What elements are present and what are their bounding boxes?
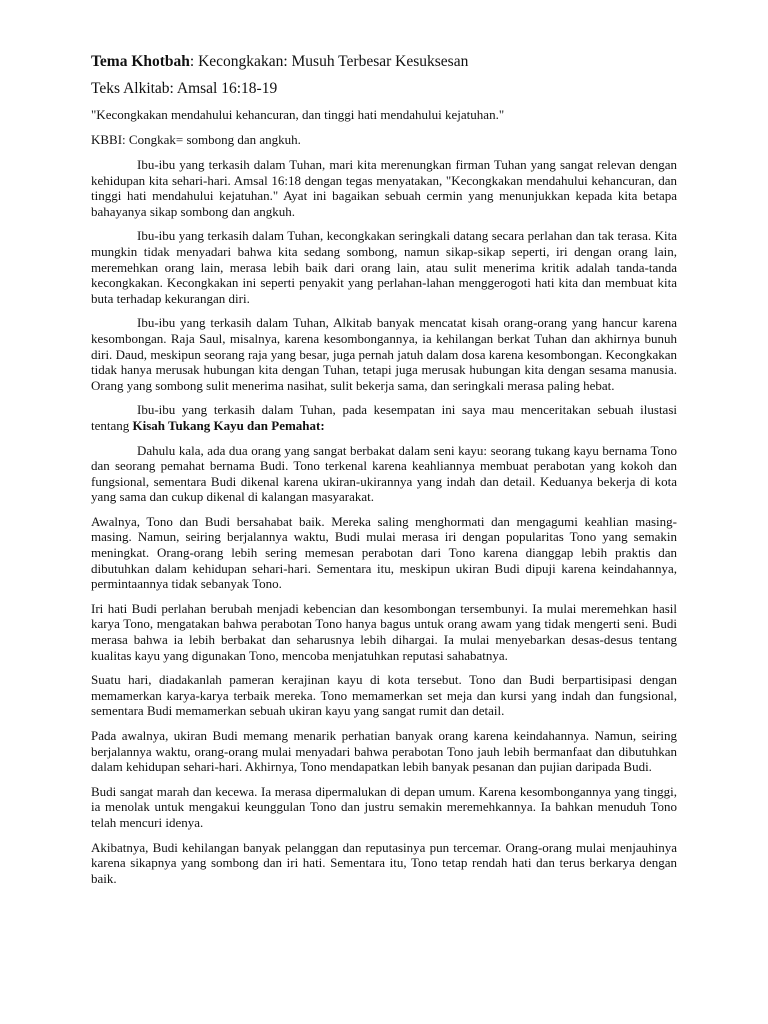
- paragraph-6: Awalnya, Tono dan Budi bersahabat baik. Mereka saling menghormati dan mengagumi keahlian masing-masing. Namun, seiring berjalannya waktu, Budi mulai merasa iri dengan popularitas Tono yang semakin meningkat. Orang-orang lebih sering memesan perabotan dari Tono karena dianggap lebih praktis dan dibutuhkan dalam kehidupan sehari-hari. Sementara itu, meskipun ukiran Budi dipuji karena keindahannya, permintaannya tidak sebanyak Tono.: [91, 513, 677, 592]
- paragraph-4: [91, 402, 677, 433]
- paragraph-7: Iri hati Budi perlahan berubah menjadi kebencian dan kesombongan tersembunyi. Ia mulai meremehkan hasil karya Tono, mengatakan bahwa perabotan Tono hanya bagus untuk orang awam yang tidak mengerti seni. Budi merasa bahwa ia lebih berbakat dan seharusnya lebih dihargai. Ia mulai menyebarkan desas-desus tentang kualitas kayu yang digunakan Tono, mencoba menjatuhkan reputasi sahabatnya.: [91, 600, 677, 663]
- sermon-title: [91, 52, 677, 71]
- sermon-title-separator: :: [189, 53, 199, 70]
- paragraph-8: Suatu hari, diadakanlah pameran kerajinan kayu di kota tersebut. Tono dan Budi berpartisipasi dengan memamerkan karya-karya terbaik mereka. Tono memamerkan set meja dan kursi yang indah dan fungsional, sementara Budi memamerkan sebuah ukiran kayu yang sangat rumit dan detail.: [91, 672, 677, 719]
- illustration-intro: Ibu-ibu yang terkasih dalam Tuhan, pada kesempatan ini saya mau menceritakan sebuah ilustasi tentang: [91, 402, 677, 433]
- paragraph-9: Pada awalnya, ukiran Budi memang menarik perhatian banyak orang karena keindahannya. Namun, seiring berjalannya waktu, orang-orang mulai menyadari bahwa perabotan Tono jauh lebih bermanfaat dan dibutuhkan dalam kehidupan sehari-hari. Akhirnya, Tono mendapatkan lebih banyak pesanan dan pujian daripada Budi.: [91, 728, 677, 775]
- sermon-title-text: Kecongkakan: Musuh Terbesar Kesuksesan: [198, 53, 469, 70]
- paragraph-2: Ibu-ibu yang terkasih dalam Tuhan, kecongkakan seringkali datang secara perlahan dan tak terasa. Kita mungkin tidak menyadari bahwa kita sedang sombong, namun sikap-sikap seperti, iri dengan orang lain, meremehkan orang lain, merasa lebih baik dari orang lain, atau sulit menerima kritik adalah tanda-tanda kecongkakan. Kecongkakan ini seperti penyakit yang perlahan-lahan menggerogoti hati kita dan membuat kita buta terhadap kekurangan diri.: [91, 228, 677, 306]
- sermon-title-label: Tema Khotbah: [91, 53, 190, 70]
- scripture-reference: Teks Alkitab: Amsal 16:18-19: [91, 80, 278, 97]
- paragraph-5: Dahulu kala, ada dua orang yang sangat berbakat dalam seni kayu: seorang tukang kayu bernama Tono dan seorang pemahat bernama Budi. Tono terkenal karena keahliannya membuat perabotan yang kokoh dan fungsional, sementara Budi dikenal karena ukiran-ukirannya yang indah dan detail. Keduanya bekerja di kota yang sama dan cukup dikenal di kalangan masyarakat.: [91, 442, 677, 505]
- illustration-title: Kisah Tukang Kayu dan Pemahat:: [132, 417, 325, 433]
- scripture-quote: "Kecongkakan mendahului kehancuran, dan tinggi hati mendahului kejatuhan.": [91, 107, 505, 122]
- kbbi-definition: KBBI: Congkak= sombong dan angkuh.: [91, 132, 301, 147]
- paragraph-3: Ibu-ibu yang terkasih dalam Tuhan, Alkitab banyak mencatat kisah orang-orang yang hancur karena kesombongan. Raja Saul, misalnya, karena kesombongannya, ia kehilangan berkat Tuhan dan akhirnya bunuh diri. Daud, meskipun seorang raja yang besar, juga pernah jatuh dalam dosa karena kesombongan. Kecongkakan tidak hanya merusak hubungan kita dengan Tuhan, tetapi juga merusak hubungan kita dengan sesama manusia. Orang yang sombong sulit menerima nasihat, sulit bekerja sama, dan seringkali merasa paling hebat.: [91, 315, 677, 393]
- paragraph-1: Ibu-ibu yang terkasih dalam Tuhan, mari kita merenungkan firman Tuhan yang sangat relevan dengan kehidupan kita sehari-hari. Amsal 16:18 dengan tegas menyatakan, "Kecongkakan mendahului kehancuran, dan tinggi hati mendahului kejatuhan." Ayat ini bagaikan sebuah cermin yang menunjukkan kepada kita betapa bahayanya sikap sombong dan angkuh.: [91, 157, 677, 219]
- paragraph-10: Budi sangat marah dan kecewa. Ia merasa dipermalukan di depan umum. Karena kesombongannya yang tinggi, ia menolak untuk mengakui keunggulan Tono dan justru semakin meremehkannya. Ia bahkan menuduh Tono telah mencuri idenya.: [91, 783, 677, 830]
- paragraph-11: Akibatnya, Budi kehilangan banyak pelanggan dan reputasinya pun tercemar. Orang-orang mulai menjauhinya karena sikapnya yang sombong dan iri hati. Sementara itu, Tono tetap rendah hati dan terus berkarya dengan baik.: [91, 839, 677, 886]
